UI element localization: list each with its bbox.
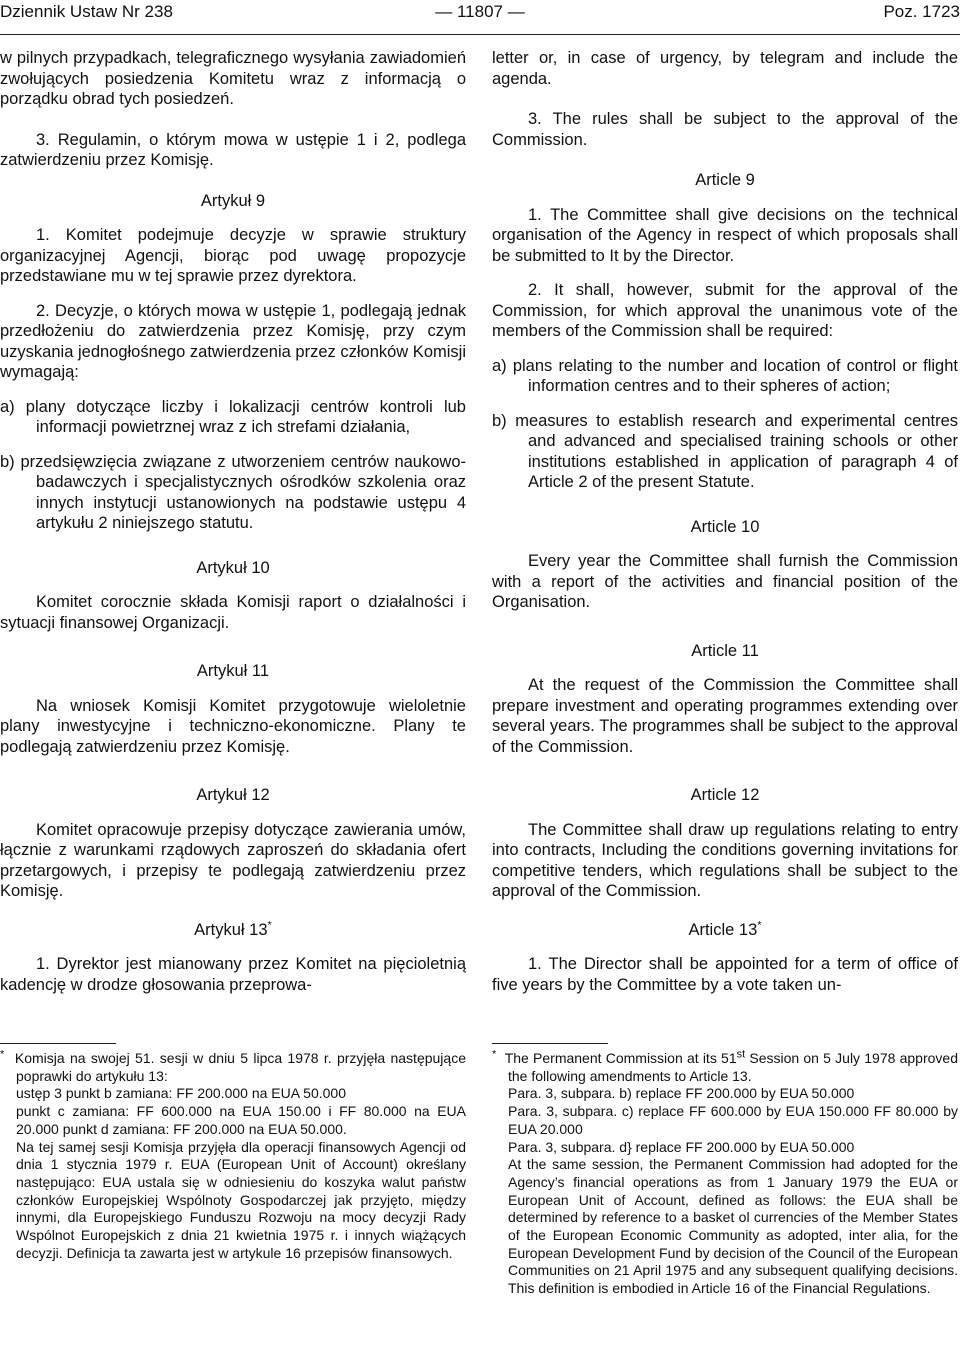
pl-article-10-title: Artykuł 10	[196, 558, 270, 577]
en-footnote-line-1: Para. 3, subpara. b) replace FF 200.000 by EUA 50.000	[508, 1085, 855, 1102]
en-footnote-intro	[492, 1050, 958, 1085]
pl-article-12-title: Artykuł 12	[196, 786, 270, 804]
en-footnote-text-b: Session on 5 July 1978 approved the following amendments to Article 13.	[508, 1050, 958, 1084]
en-article-9-title: Article 9	[695, 171, 755, 189]
en-article-10-title: Article 10	[690, 517, 760, 536]
pl-art11-para: Na wniosek Komisji Komitet przygotowuje wieloletnie plany inwestycyjne i techniczno-ekonomiczne. Plany te podlegają zatwierdzeniu przez Komisję.	[0, 696, 466, 756]
en-article-13-title	[492, 920, 958, 941]
en-para-3: 3. The rules shall be subject to the approval of the Commission.	[492, 110, 958, 149]
en-article-11-title: Article 11	[691, 641, 759, 660]
pl-footnote	[0, 1050, 466, 1262]
pl-art13-para-1: 1. Dyrektor jest mianowany przez Komitet na pięcioletnią kadencję w drodze głosowania przeprowa-	[0, 955, 466, 994]
en-art9-item-a: a) plans relating to the number and location of control or flight information centres and to their spheres of action;	[492, 356, 958, 395]
en-footnote-line-4: At the same session, the Permanent Commission had adopted for the Agency’s financial operations as from 1 January 1979 the EUA or European Unit of Account, defined as follows: the EUA shall be determined by reference to a basket ol currencies of the Member States of the European Economic Community as adopted, inter alia, for the European Development Fund by decision of the Council of the European Communities on 21 April 1975 and any subsequent qualifying decisions. This definition is embodied in Article 16 of the Financial Regulations.	[508, 1156, 958, 1297]
pl-art9-para-1: 1. Komitet podejmuje decyzje w sprawie struktury organizacyjnej Agencji, biorąc pod uwagę propozycje przedstawiane mu w tej sprawie przez dyrektora.	[0, 226, 466, 285]
pl-para-3: 3. Regulamin, o którym mowa w ustępie 1 i 2, podlega zatwierdzeniu przez Komisję.	[0, 130, 466, 169]
page-header	[0, 0, 960, 35]
en-art11-para: At the request of the Commission the Committee shall prepare investment and operating programmes extending over several years. The programmes shall be subject to the approval of the Commission.	[492, 676, 958, 756]
pl-article-11-title: Artykuł 11	[196, 662, 270, 680]
en-footnote-line-2: Para. 3, subpara. c) replace FF 600.000 by EUA 150.000 FF 80.000 by EUA 20.000	[508, 1103, 958, 1137]
pl-footnote-text: Komisja na swojej 51. sesji w dniu 5 lipca 1978 r. przyjęła następujące poprawki do artykułu 13:	[14, 1050, 466, 1084]
en-art12-para: The Committee shall draw up regulations relating to entry into contracts, Including the conditions governing invitations for competitive tenders, which regulations shall be subject to the approval of the Commission.	[492, 820, 958, 900]
english-column	[492, 48, 958, 995]
en-footnote-rule	[492, 1043, 608, 1044]
en-footnote-text-a: The Permanent Commission at its 51	[504, 1050, 737, 1066]
page-number: — 11807 —	[435, 2, 525, 21]
en-intro: letter or, in case of urgency, by telegram and include the agenda.	[492, 49, 958, 88]
journal-title: Dziennik Ustaw Nr 238	[0, 2, 173, 21]
pl-footnote-intro	[0, 1050, 466, 1085]
pl-footnote-line-2: punkt c zamiana: FF 600.000 na EUA 150.00 i FF 80.000 na EUA 20.000 punkt d zamiana: FF 200.000 na EUA 50.000.	[16, 1103, 466, 1137]
en-footnote	[492, 1050, 958, 1298]
pl-intro: w pilnych przypadkach, telegraficznego wysyłania zawiadomień zwołujących posiedzenia Komitetu wraz z informacją o porządku obrad tych posiedzeń.	[0, 49, 466, 108]
pl-article-9-title: Artykuł 9	[200, 191, 266, 210]
pl-art13-title-text: Artykuł 13	[194, 920, 268, 939]
pl-article-13-title	[0, 920, 466, 941]
pl-footnote-line-3: Na tej samej sesji Komisja przyjęła dla operacji finansowych Agencji od dnia 1 stycznia 1979 r. EUA (European Unit of Account) określany następująco: EUA ustala się w odniesieniu do koszyka walut państw członków Europejskiej Wspólnoty Gospodarczej jak przyjęto, między innymi, dla Europejskiego Funduszu Rozwoju na mocy decyzji Rady Wspólnot Europejskich z dnia 21 kwietnia 1975 r. i innych wiążących decyzji. Definicja ta zawarta jest w artykule 16 przepisów finansowych.	[16, 1138, 466, 1261]
en-art10-para: Every year the Committee shall furnish the Commission with a report of the activities and financial position of the Organisation.	[492, 552, 958, 611]
pl-footnote-mark: *	[0, 1048, 5, 1061]
pl-art9-para-2: 2. Decyzje, o których mowa w ustępie 1, podlegają jednak przedłożeniu do zatwierdzenia przez Komisję, przy czym uzyskania jednogłośnego zatwierdzenia przez członków Komisji wymagają:	[0, 301, 466, 381]
position-number: Poz. 1723	[883, 2, 960, 21]
en-article-12-title: Article 12	[690, 786, 760, 804]
en-art13-para-1: 1. The Director shall be appointed for a term of office of five years by the Committee by a vote taken un-	[492, 955, 958, 994]
pl-art9-item-b: b) przedsięwzięcia związane z utworzeniem centrów naukowo-badawczych i specjalistycznych ośrodków szkolenia oraz innych instytucji ustanowionych na podstawie ustępu 4 artykułu 2 niniejszego statutu.	[0, 452, 466, 532]
pl-art9-item-a: a) plany dotyczące liczby i lokalizacji centrów kontroli lub informacji powietrznej wraz z ich strefami działania,	[0, 397, 466, 436]
pl-art10-para: Komitet corocznie składa Komisji raport o działalności i sytuacji finansowej Organizacji.	[0, 593, 466, 632]
en-footnote-line-3: Para. 3, subpara. d} replace FF 200.000 by EUA 50.000	[508, 1138, 855, 1155]
en-art9-para-1: 1. The Committee shall give decisions on the technical organisation of the Agency in respect of which proposals shall be submitted to It by the Director.	[492, 205, 958, 265]
pl-art12-para: Komitet opracowuje przepisy dotyczące zawierania umów, łącznie z warunkami rządowych zaproszeń do składania ofert przetargowych, i przepisy te podlegają zatwierdzeniu przez Komisję.	[0, 820, 466, 900]
en-footnote-mark: *	[492, 1048, 497, 1061]
en-art9-item-b: b) measures to establish research and experimental centres and advanced and specialised training schools or other institutions established in application of paragraph 4 of Article 2 of the present Statute.	[492, 411, 958, 491]
pl-footnote-line-1: ustęp 3 punkt b zamiana: FF 200.000 na EUA 50.000	[16, 1085, 346, 1102]
polish-column	[0, 48, 466, 995]
en-art9-para-2: 2. It shall, however, submit for the approval of the Commission, for which approval the unanimous vote of the members of the Commission shall be required:	[492, 281, 958, 340]
pl-art13-footnote-mark: *	[267, 919, 272, 931]
en-art13-title-text: Article 13	[688, 920, 758, 939]
pl-footnote-rule	[0, 1043, 116, 1044]
en-footnote-ordinal: st	[736, 1048, 746, 1061]
en-art13-footnote-mark: *	[757, 919, 762, 931]
